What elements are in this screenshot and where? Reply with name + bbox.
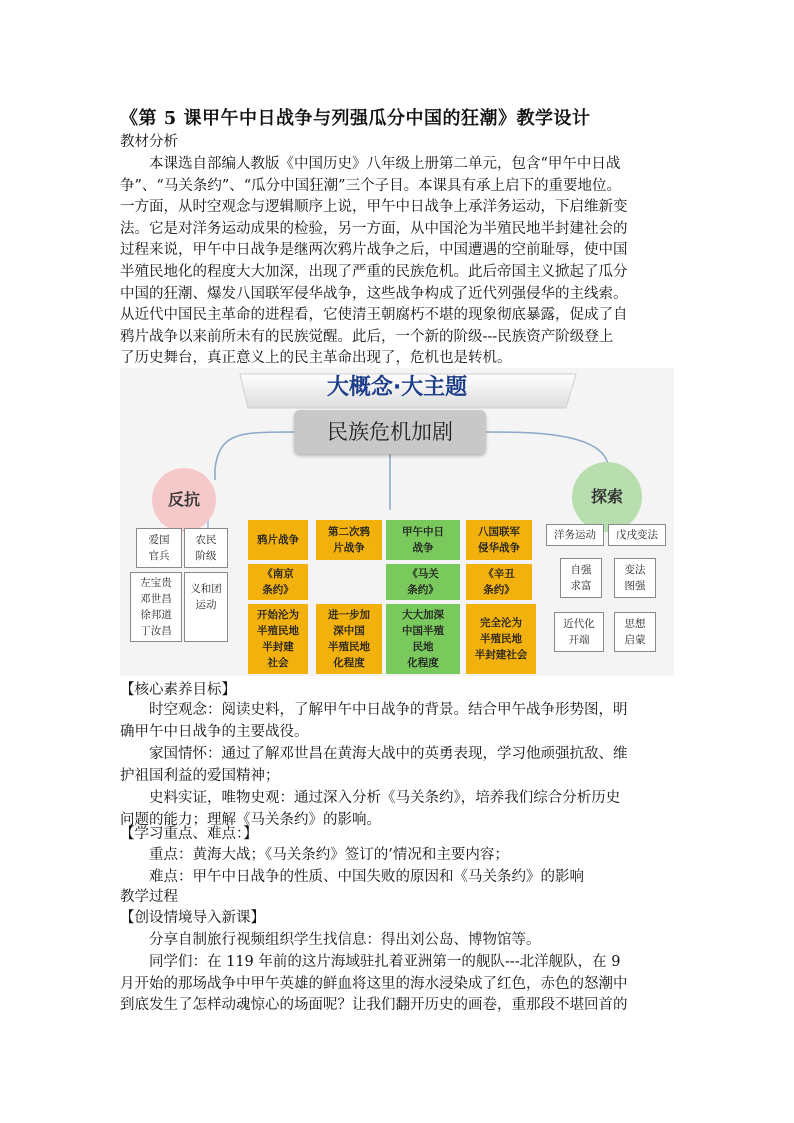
diagram-center-node: 民族危机加剧 <box>294 410 486 454</box>
grid-treaty-shimonoseki: 《马关 条约》 <box>386 564 460 600</box>
connector-left <box>215 432 294 480</box>
text-line: 同学们：在 119 年前的这片海域驻扎着亚洲第一的舰队---北洋舰队，在 9 <box>149 954 621 970</box>
right-col-low-reform: 思想 启蒙 <box>614 612 656 652</box>
text-line: 问题的能力；理解《马关条约》的影响。 <box>120 811 381 828</box>
section-heading-key-points: 【学习重点、难点：】 <box>120 826 258 842</box>
grid-war-eight-nation: 八国联军 侵华战争 <box>466 520 532 560</box>
grid-effect-second-opium: 进一步加 深中国 半殖民地 化程度 <box>316 604 382 674</box>
left-col-body-officers: 左宝贵 邓世昌 徐邦道 丁汝昌 <box>130 572 182 642</box>
circle-resist: 反抗 <box>152 468 216 532</box>
left-col-head-peasants: 农民 阶级 <box>184 528 228 568</box>
text-line: 难点：甲午中日战争的性质、中国失败的原因和《马关条约》的影响 <box>149 868 584 885</box>
key-points-paragraph <box>120 845 680 888</box>
grid-effect-sino-japanese: 大大加深 中国半殖 民地 化程度 <box>386 604 460 674</box>
text-line: 时空观念：阅读史料，了解甲午中日战争的背景。结合甲午战争形势图，明 <box>149 702 628 718</box>
section-heading-textbook: 教材分析 <box>120 134 178 150</box>
text-line: 鸦片战争以来前所未有的民族觉醒。此后，一个新的阶级---民族资产阶级登上 <box>120 328 614 345</box>
textbook-analysis-paragraph <box>120 154 680 370</box>
text-line: 半殖民地化的程度大大加深，出现了严重的民族危机。此后帝国主义掀起了瓜分 <box>120 263 628 280</box>
concept-diagram <box>120 368 674 676</box>
text-line: 分享自制旅行视频组织学生找信息：得出刘公岛、博物馆等。 <box>149 932 541 948</box>
grid-war-second-opium: 第二次鸦 片战争 <box>316 520 382 560</box>
circle-explore: 探索 <box>572 462 642 532</box>
right-col-low-westernization: 近代化 开端 <box>554 612 604 652</box>
right-col-head-westernization: 洋务运动 <box>546 524 604 546</box>
text-line: 护祖国利益的爱国精神； <box>120 767 280 784</box>
section-heading-goals: 【核心素养目标】 <box>120 682 236 698</box>
text-line: 一方面，从时空观念与逻辑顺序上说，甲午中日战争上承洋务运动，下启维新变 <box>120 199 628 216</box>
right-col-head-reform: 戊戌变法 <box>608 524 666 546</box>
grid-war-opium: 鸦片战争 <box>248 520 308 560</box>
document-title: 《第 5 课甲午中日战争与列强瓜分中国的狂潮》教学设计 <box>120 108 591 129</box>
section-heading-process: 教学过程 <box>120 889 178 905</box>
text-line: 重点：黄海大战；《马关条约》签订的’情况和主要内容； <box>149 847 509 863</box>
process-paragraph-1 <box>120 930 680 952</box>
right-col-mid-reform: 变法 图强 <box>614 558 656 598</box>
text-line: 中国的狂潮、爆发八国联军侵华战争，这些战争构成了近代列强侵华的主线索。 <box>120 285 628 302</box>
connector-right <box>486 432 608 464</box>
process-paragraph-2 <box>120 952 680 1017</box>
grid-treaty-nanjing: 《南京 条约》 <box>248 564 308 600</box>
text-line: 家国情怀：通过了解邓世昌在黄海大战中的英勇表现，学习他顽强抗敌、维 <box>149 746 628 762</box>
text-line: 了历史舞台，真正意义上的民主革命出现了，危机也是转机。 <box>120 350 512 367</box>
grid-effect-eight-nation: 完全沦为 半殖民地 半封建社会 <box>466 604 536 674</box>
text-line: 本课选自部编人教版《中国历史》八年级上册第二单元，包含“甲午中日战 <box>149 156 621 172</box>
goals-paragraph-2 <box>120 744 680 787</box>
grid-treaty-boxer: 《辛丑 条约》 <box>466 564 532 600</box>
left-col-body-boxers: 义和团 运动 <box>184 572 228 642</box>
left-col-head-officers: 爱国 官兵 <box>136 528 182 568</box>
diagram-banner-title: 大概念·大主题 <box>326 375 468 400</box>
text-line: 史料实证，唯物史观：通过深入分析《马关条约》，培养我们综合分析历史 <box>149 790 621 806</box>
text-line: 过程来说，甲午中日战争是继两次鸦片战争之后，中国遭遇的空前耻辱，使中国 <box>120 242 628 259</box>
text-line: 到底发生了怎样动魂惊心的场面呢？让我们翻开历史的画卷，重那段不堪回首的 <box>120 997 628 1014</box>
text-line: 从近代中国民主革命的进程看，它使清王朝腐朽不堪的现象彻底暴露，促成了自 <box>120 307 628 324</box>
text-line: 法。它是对洋务运动成果的检验，另一方面，从中国沦为半殖民地半封建社会的 <box>120 220 628 237</box>
text-line: 确甲午中日战争的主要战役。 <box>120 723 309 740</box>
right-col-mid-westernization: 自强 求富 <box>560 558 602 598</box>
section-subheading-intro: 【创设情境导入新课】 <box>120 910 265 926</box>
grid-effect-opium: 开始沦为 半殖民地 半封建 社会 <box>248 604 308 674</box>
text-line: 争”、“马关条约”、“瓜分中国狂潮”三个子目。本课具有承上启下的重要地位。 <box>120 177 622 194</box>
goals-paragraph-1 <box>120 700 680 743</box>
text-line: 月开始的那场战争中甲午英雄的鲜血将这里的海水浸染成了红色，赤色的怒潮中 <box>120 975 628 992</box>
grid-war-sino-japanese: 甲午中日 战争 <box>386 520 460 560</box>
